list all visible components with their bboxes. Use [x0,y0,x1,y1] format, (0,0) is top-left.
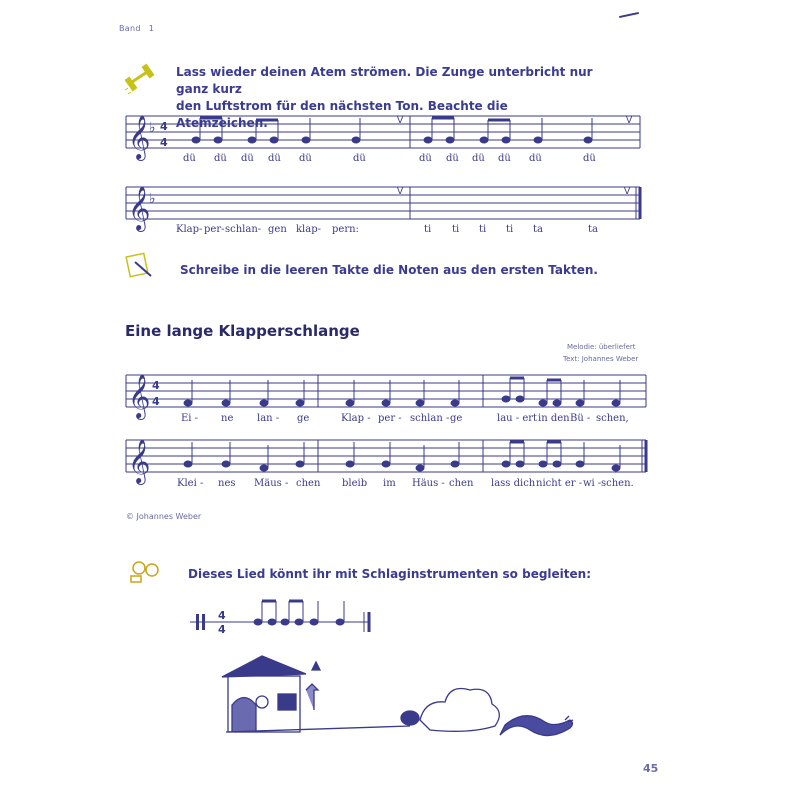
syllable: klap- [296,224,321,235]
song-notes-row1 [184,378,620,406]
flat-icon: ♭ [149,120,156,136]
exercise1-line1: Lass wieder deinen Atem strömen. Die Zunge unterbricht nur ganz kurz [176,65,593,96]
exercise1-instruction [176,64,596,132]
lyric: chen [296,478,321,489]
exercise1-line2: den Luftstrom für den nächsten Ton. Beachte die Atemzeichen. [176,99,508,130]
lyric: bleib [342,478,368,489]
lyric: Bü - [570,413,591,424]
page-number: 45 [643,762,659,775]
exercise2-instruction: Schreibe in die leeren Takte die Noten aus den ersten Takten. [180,263,598,277]
rhythm-staff [190,601,370,632]
breath-mark-icon: V [397,187,404,197]
lyric: chen [449,478,474,489]
lyric: ge [450,413,463,424]
treble-clef-icon: 𝄞 [128,186,151,230]
syllable: dü [241,153,254,164]
syllable: dü [353,153,366,164]
syllable: dü [446,153,459,164]
lyric: per - [378,413,402,424]
syllable: per- [204,224,225,235]
lyric: schlan - [410,413,450,424]
song-title: Eine lange Klapperschlange [125,322,360,340]
time-sig-top: 4 [160,120,168,133]
text-credit: Text: Johannes Weber [563,355,639,363]
lyric: in den [538,413,570,424]
syllable: dü [268,153,281,164]
syllable: dü [419,153,432,164]
lyric: Mäus - [254,478,289,489]
treble-clef-icon: 𝄞 [128,439,151,483]
flat-icon: ♭ [149,191,156,207]
lyric: lan - [257,413,280,424]
syllable: dü [183,153,196,164]
copyright: © Johannes Weber [126,512,202,521]
musicians-icon [131,562,158,582]
treble-clef-icon: 𝄞 [128,374,151,418]
lyric: ne [221,413,234,424]
breath-mark-icon: V [626,116,633,126]
syllable: dü [529,153,542,164]
syllable: dü [583,153,596,164]
lyric: nicht er - [536,478,583,489]
lyric: nes [218,478,236,489]
syllable: dü [472,153,485,164]
syllable: gen [268,224,287,235]
dumbbell-icon [125,64,155,94]
book-label: Band [119,24,141,33]
lyric: schen, [596,413,629,424]
treble-clef-icon: 𝄞 [128,115,151,159]
lyric: schen. [601,478,634,489]
lyric: lass dich [491,478,536,489]
breath-mark-icon: V [624,187,631,197]
syllable: ti [424,224,432,235]
syllable: ti [506,224,514,235]
time-sig-bottom: 4 [218,623,226,636]
house-mouse-snake-illustration [222,656,573,736]
syllable: schlan- [225,224,262,235]
syllable: Klap- [176,224,203,235]
lyric: lau - ert [497,413,538,424]
time-sig-bottom: 4 [160,136,168,149]
accompaniment-instruction: Dieses Lied könnt ihr mit Schlaginstrumenten so begleiten: [188,567,592,581]
time-sig-top: 4 [152,379,160,392]
syllable: ta [588,224,598,235]
lyric: Ei - [181,413,199,424]
syllable: ti [479,224,487,235]
lyric: wi - [583,478,602,489]
lyric: Klei - [177,478,204,489]
breath-mark-icon: V [397,116,404,126]
time-sig-top: 4 [218,609,226,622]
syllable: pern: [332,224,359,235]
lyric: ge [297,413,310,424]
volume-number: 1 [148,24,155,33]
lyric: Klap - [341,413,371,424]
lyric: Häus - [412,478,445,489]
syllable: dü [299,153,312,164]
syllable: ti [452,224,460,235]
exercise-staff-2 [126,187,640,219]
lyric: im [383,478,396,489]
pencil-paper-icon [126,253,151,276]
syllable: ta [533,224,543,235]
syllable: dü [214,153,227,164]
melody-credit: Melodie: überliefert [567,343,636,351]
time-sig-bottom: 4 [152,395,160,408]
syllable: dü [498,153,511,164]
